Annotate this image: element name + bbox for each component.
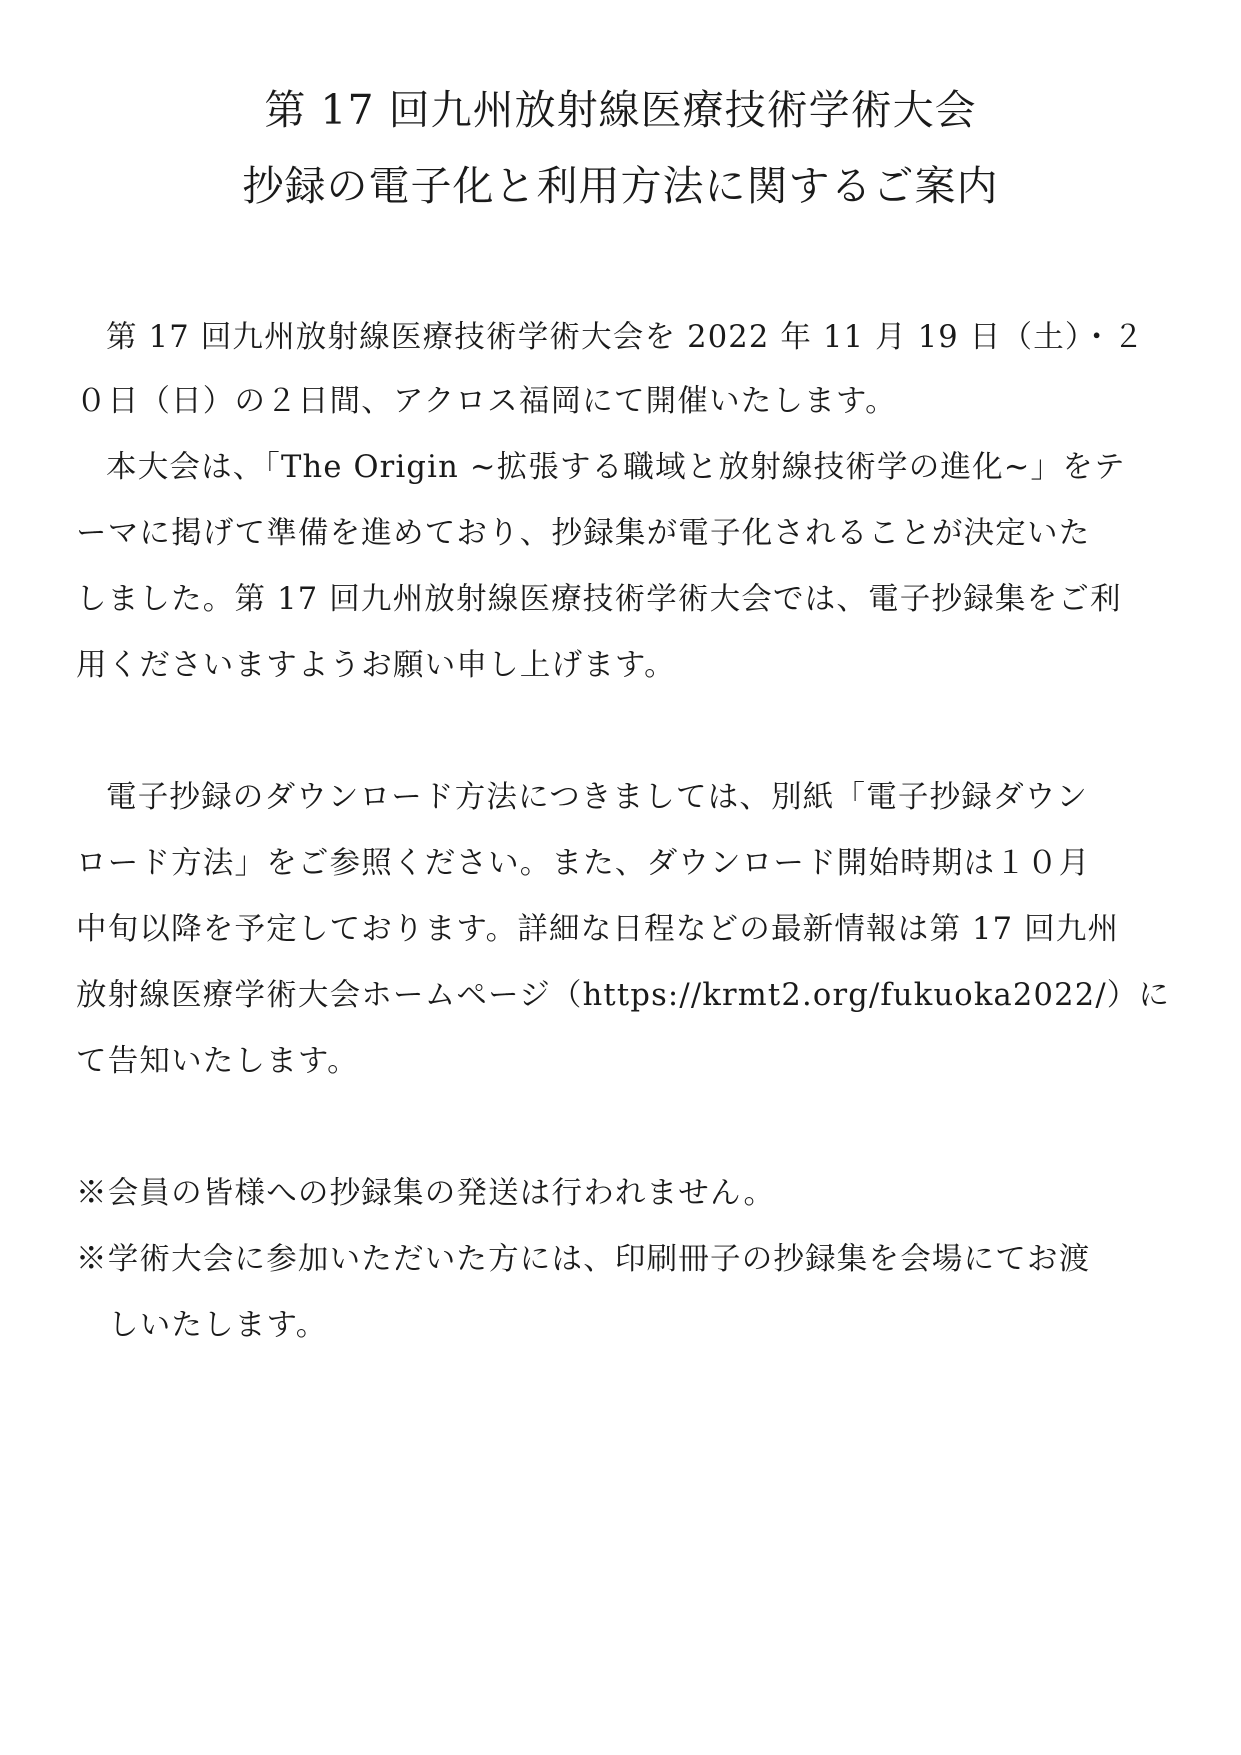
paragraph-2-line-3: しました。第 17 回九州放射線医療技術学術大会では、電子抄録集をご利 (76, 582, 1122, 617)
paragraph-3-line-5: て告知いたします。 (76, 1044, 359, 1079)
paragraph-1-line-2: ０日（日）の２日間、アクロス福岡にて開催いたします。 (76, 384, 897, 419)
paragraph-1-line-1: 第 17 回九州放射線医療技術学術大会を 2022 年 11 月 19 日（土）・２ (106, 320, 1145, 355)
paragraph-2-line-4: 用くださいますようお願い申し上げます。 (76, 648, 676, 683)
note-2-line-1: ※学術大会に参加いただいた方には、印刷冊子の抄録集を会場にてお渡 (76, 1242, 1091, 1277)
document-title-line-2: 抄録の電子化と利用方法に関するご案内 (242, 162, 999, 210)
paragraph-3-line-3: 中旬以降を予定しております。詳細な日程などの最新情報は第 17 回九州 (76, 912, 1120, 947)
paragraph-3-line-2: ロード方法」をご参照ください。また、ダウンロード開始時期は１０月 (76, 846, 1091, 881)
paragraph-3-line-4: 放射線医療学術大会ホームページ（https://krmt2.org/fukuoka2022/）に (76, 978, 1171, 1013)
note-1: ※会員の皆様への抄録集の発送は行われません。 (76, 1176, 776, 1211)
paragraph-3-line-1: 電子抄録のダウンロード方法につきましては、別紙「電子抄録ダウン (106, 780, 1089, 815)
document-title-line-1: 第 17 回九州放射線医療技術学術大会 (264, 86, 977, 134)
paragraph-2-line-2: ーマに掲げて準備を進めており、抄録集が電子化されることが決定いた (76, 516, 1091, 551)
note-2-line-2: しいたします。 (108, 1308, 328, 1343)
paragraph-2-line-1: 本大会は、「The Origin ~拡張する職域と放射線技術学の進化~」をテ (106, 450, 1126, 485)
